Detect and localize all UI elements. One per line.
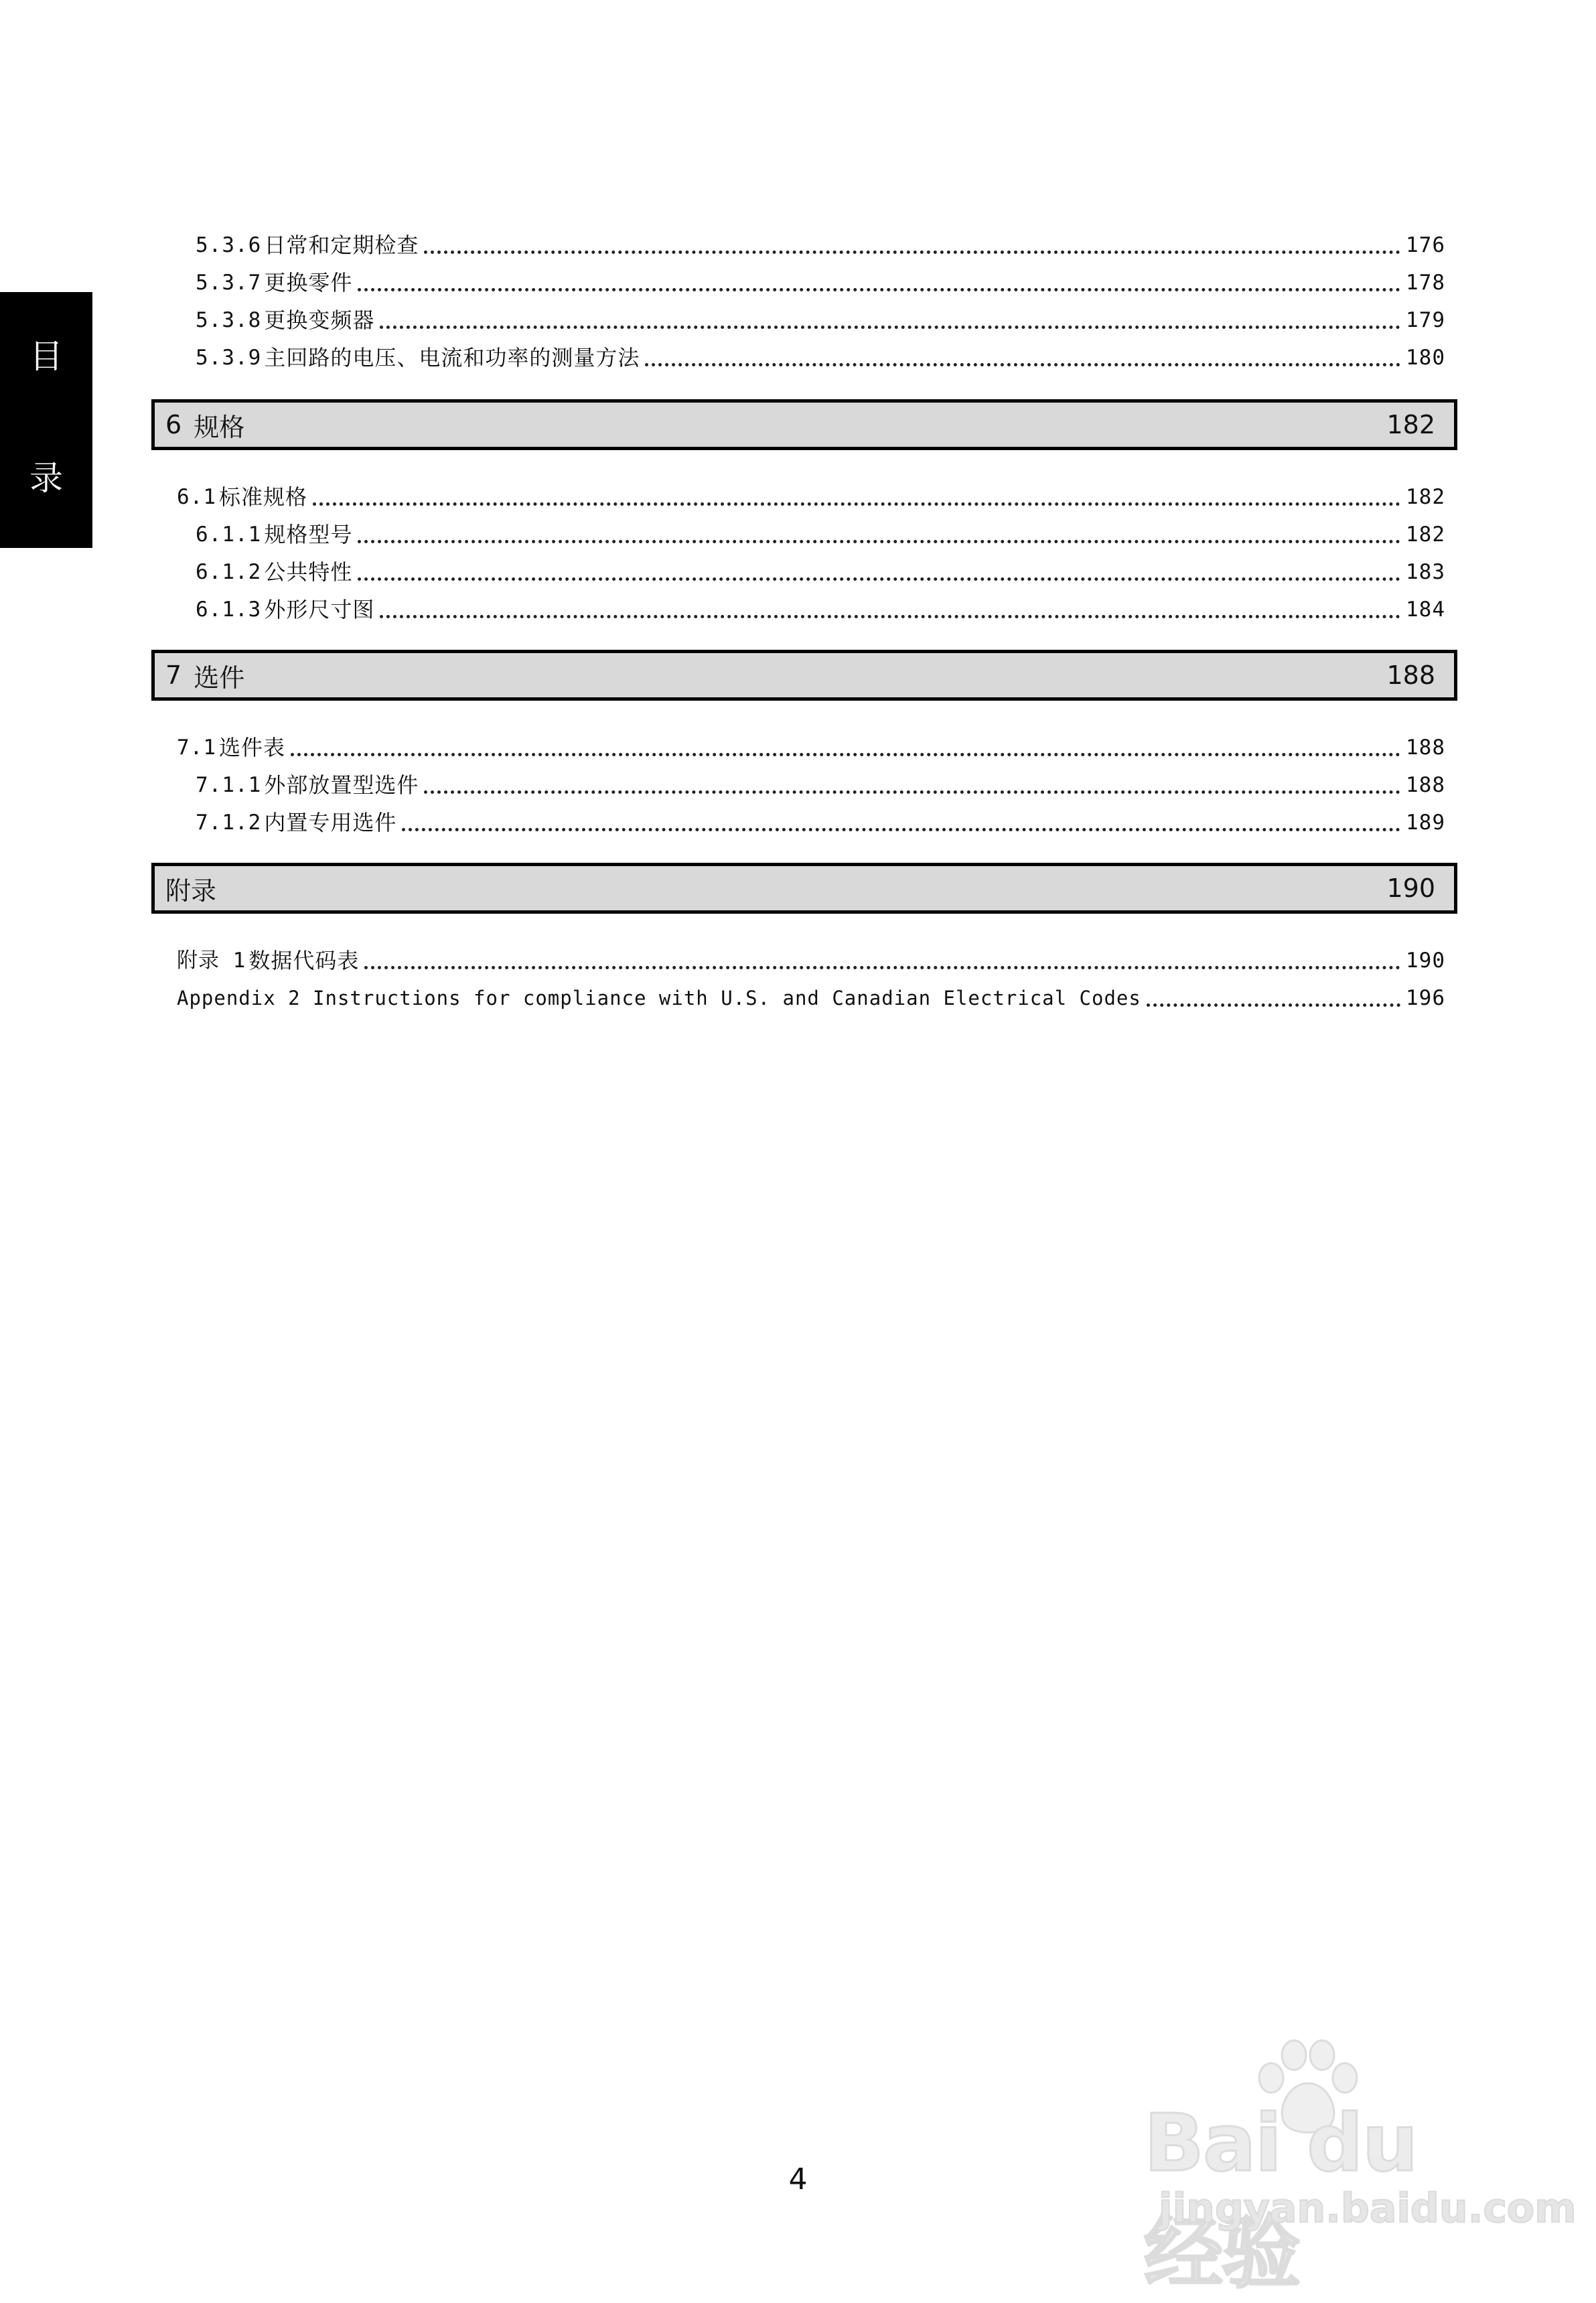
toc-entry[interactable] bbox=[196, 265, 1445, 300]
toc-entry[interactable] bbox=[177, 981, 1445, 1016]
toc-entry[interactable] bbox=[196, 592, 1445, 627]
chapter-header[interactable] bbox=[151, 863, 1457, 914]
chapter-title: 规格 bbox=[194, 412, 245, 442]
leader-dots bbox=[380, 326, 1400, 329]
toc-entry-number: 6.1 bbox=[177, 485, 216, 509]
toc-entry-title: 主回路的电压、电流和功率的测量方法 bbox=[264, 345, 640, 370]
baidu-watermark bbox=[1132, 2036, 1577, 2299]
leader-dots bbox=[291, 753, 1400, 756]
toc-entry-number: 7.1.1 bbox=[196, 773, 262, 797]
toc-entry-page: 182 bbox=[1406, 485, 1445, 509]
chapter-number: 7 bbox=[165, 660, 182, 690]
toc-entry-page: 188 bbox=[1406, 773, 1445, 797]
toc-entry[interactable] bbox=[196, 555, 1445, 589]
toc-entry-title: 外部放置型选件 bbox=[264, 772, 419, 798]
leader-dots bbox=[358, 577, 1400, 581]
toc-entry[interactable] bbox=[196, 303, 1445, 338]
leader-dots bbox=[645, 363, 1400, 366]
toc-entry-number: 附录 1 bbox=[177, 949, 246, 973]
chapter-title: 选件 bbox=[194, 662, 245, 693]
toc-entry[interactable] bbox=[196, 768, 1445, 802]
chapter-title: 附录 bbox=[165, 876, 217, 906]
leader-dots bbox=[424, 790, 1400, 794]
toc-entry-title: 数据代码表 bbox=[248, 948, 360, 973]
toc-entry-number: 7.1.2 bbox=[196, 811, 262, 835]
toc-entry-page: 196 bbox=[1406, 986, 1445, 1010]
toc-entry-page: 190 bbox=[1406, 949, 1445, 973]
toc-entry-number: 5.3.7 bbox=[196, 271, 262, 295]
toc-entry[interactable] bbox=[196, 340, 1445, 375]
page-number: 4 bbox=[788, 2162, 808, 2196]
leader-dots bbox=[380, 615, 1400, 618]
toc-entry-number: 5.3.6 bbox=[196, 233, 262, 257]
toc-entry-page: 180 bbox=[1406, 346, 1445, 370]
leader-dots bbox=[1147, 1003, 1400, 1007]
toc-entry[interactable] bbox=[196, 228, 1445, 263]
chapter-page: 182 bbox=[1386, 410, 1435, 439]
toc-entry-title: 规格型号 bbox=[264, 522, 353, 547]
leader-dots bbox=[358, 288, 1400, 291]
toc-entry-title: 外形尺寸图 bbox=[264, 597, 375, 622]
toc-entry[interactable] bbox=[196, 805, 1445, 840]
toc-entry-title: 标准规格 bbox=[219, 484, 308, 510]
chapter-number: 6 bbox=[165, 410, 182, 439]
leader-dots bbox=[402, 828, 1400, 831]
toc-entry-page: 179 bbox=[1406, 308, 1445, 332]
side-tab-char: 录 bbox=[29, 459, 63, 498]
toc-entry-number: 5.3.9 bbox=[196, 346, 262, 370]
toc-entry[interactable] bbox=[177, 943, 1445, 978]
watermark-url: jingyan.baidu.com bbox=[1159, 2185, 1577, 2232]
toc-entry-title: 选件表 bbox=[219, 735, 286, 760]
toc-entry-number: 6.1.3 bbox=[196, 598, 262, 622]
toc-entry-page: 184 bbox=[1406, 598, 1445, 622]
side-tab-char: 目 bbox=[29, 337, 63, 376]
toc-entry-number: 5.3.8 bbox=[196, 308, 262, 332]
toc-entry-page: 178 bbox=[1406, 271, 1445, 295]
toc-entry-page: 189 bbox=[1406, 811, 1445, 835]
toc-entry-page: 183 bbox=[1406, 560, 1445, 584]
toc-entry-title: 更换零件 bbox=[264, 270, 353, 295]
toc-entry-title: 内置专用选件 bbox=[264, 810, 397, 835]
toc-entry-title: 日常和定期检查 bbox=[264, 232, 419, 258]
watermark-brand: Bai du 经验 bbox=[1144, 2097, 1417, 2299]
chapter-page: 190 bbox=[1386, 874, 1435, 903]
toc-entry-number: 6.1.2 bbox=[196, 560, 262, 584]
toc-entry[interactable] bbox=[196, 517, 1445, 552]
toc-entry-page: 188 bbox=[1406, 736, 1445, 760]
chapter-header[interactable] bbox=[151, 399, 1457, 450]
toc-entry-page: 176 bbox=[1406, 233, 1445, 257]
toc-entry-number: 6.1.1 bbox=[196, 522, 262, 547]
leader-dots bbox=[313, 502, 1400, 506]
chapter-page: 188 bbox=[1386, 660, 1435, 690]
toc-entry-title: 公共特性 bbox=[264, 559, 353, 585]
toc-entry[interactable] bbox=[177, 730, 1445, 765]
toc-entry[interactable] bbox=[177, 480, 1445, 514]
leader-dots bbox=[364, 966, 1400, 969]
toc-entry-title: Appendix 2 Instructions for compliance with U.S. and Canadian Electrical Codes bbox=[177, 987, 1141, 1009]
toc-entry-number: 7.1 bbox=[177, 736, 216, 760]
leader-dots bbox=[358, 540, 1400, 543]
toc-side-tab bbox=[0, 292, 92, 548]
toc-entry-title: 更换变频器 bbox=[264, 307, 375, 333]
chapter-header[interactable] bbox=[151, 650, 1457, 701]
leader-dots bbox=[424, 251, 1400, 254]
toc-entry-page: 182 bbox=[1406, 522, 1445, 547]
